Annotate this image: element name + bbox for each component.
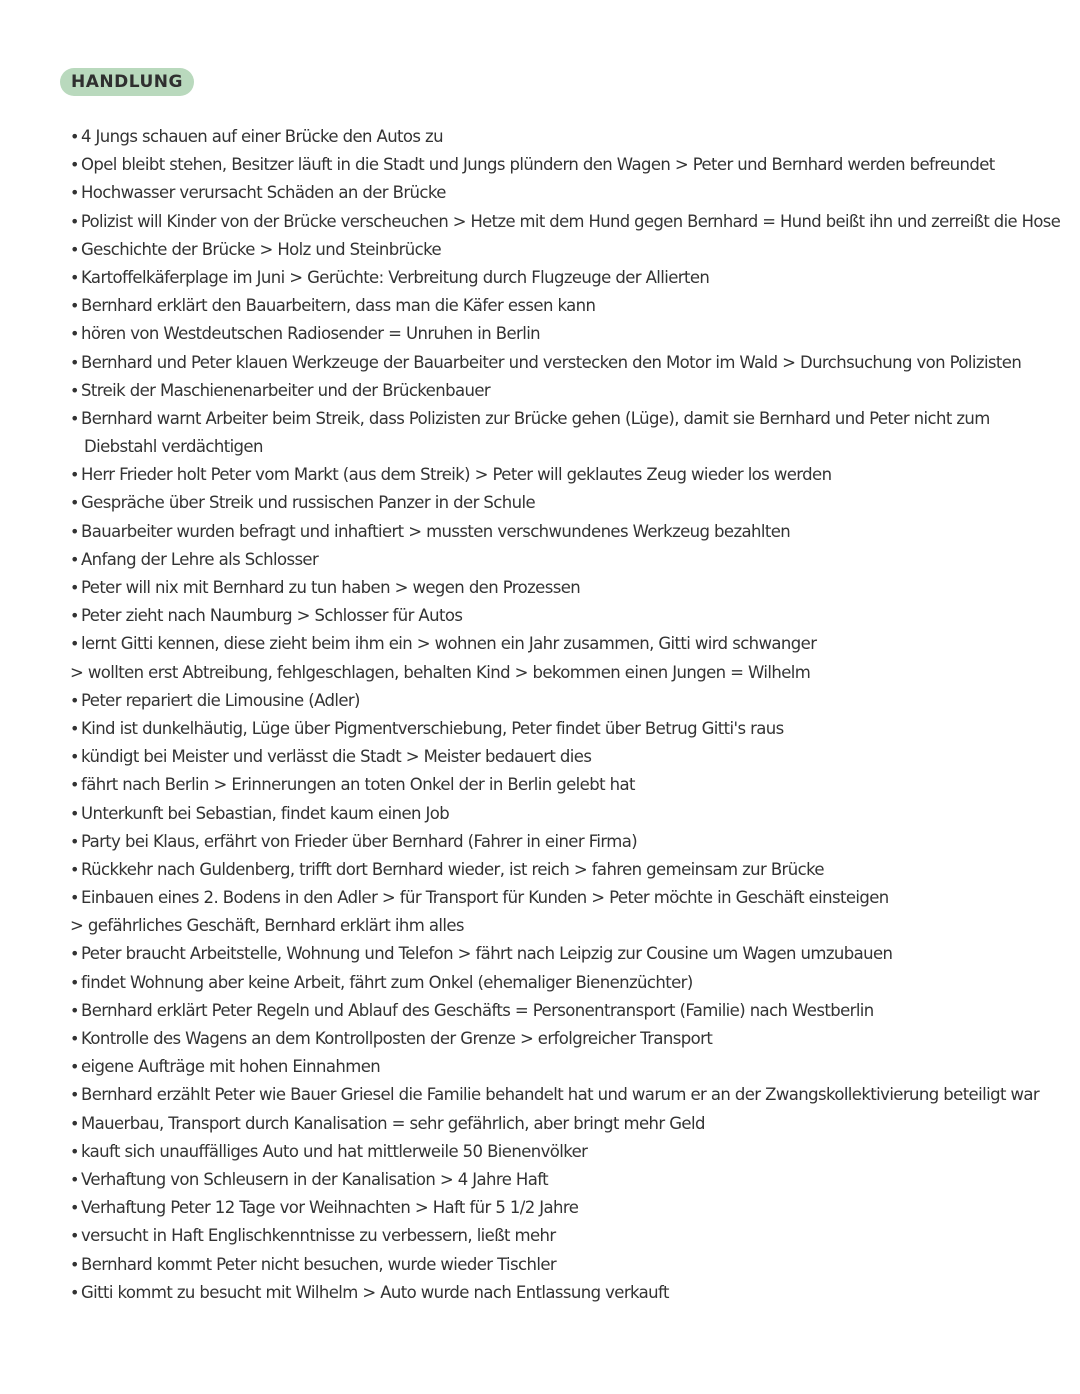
bullet-icon: • — [70, 1282, 79, 1302]
list-item-text: Kind ist dunkelhäutig, Lüge über Pigmentverschiebung, Peter findet über Betrug Gitti's raus — [81, 718, 784, 738]
bullet-icon: • — [70, 634, 79, 654]
list-item — [70, 856, 1030, 884]
bullet-icon: • — [70, 775, 79, 795]
list-item — [70, 1025, 1030, 1053]
bullet-icon: • — [70, 380, 79, 400]
list-item-text: Polizist will Kinder von der Brücke verscheuchen > Hetze mit dem Hund gegen Bernhard = Hund beißt ihn und zerreißt die Hose — [80, 211, 1061, 231]
bullet-icon: • — [70, 1141, 79, 1161]
bullet-icon: • — [70, 183, 79, 203]
list-item — [70, 518, 1030, 546]
list-item-text: Mauerbau, Transport durch Kanalisation = sehr gefährlich, aber bringt mehr Geld — [81, 1113, 705, 1133]
bullet-icon: • — [70, 1169, 79, 1189]
list-item — [70, 1081, 1040, 1109]
list-item — [70, 687, 1030, 715]
bullet-icon: • — [70, 296, 79, 316]
list-item-text: lernt Gitti kennen, diese zieht beim ihm ein > wohnen ein Jahr zusammen, Gitti wird schwanger — [81, 634, 817, 654]
list-item-text: Peter repariert die Limousine (Adler) — [81, 690, 360, 710]
bullet-icon: • — [70, 747, 79, 767]
list-item-text: Verhaftung Peter 12 Tage vor Weihnachten > Haft für 5 1/2 Jahre — [81, 1198, 579, 1218]
list-item-text: kauft sich unauffälliges Auto und hat mittlerweile 50 Bienenvölker — [81, 1141, 588, 1161]
bullet-icon: • — [70, 493, 79, 513]
list-item-text: Herr Frieder holt Peter vom Markt (aus dem Streik) > Peter will geklautes Zeug wieder los werden — [81, 465, 832, 485]
list-item-text: Kartoffelkäferplage im Juni > Gerüchte: Verbreitung durch Flugzeuge der Allierten — [81, 267, 710, 287]
list-item-text: Bauarbeiter wurden befragt und inhaftiert > mussten verschwundenes Werkzeug bezahlten — [81, 521, 791, 541]
list-item-text: Einbauen eines 2. Bodens in den Adler > für Transport für Kunden > Peter möchte in Geschäft einsteigen — [81, 888, 889, 908]
list-item — [70, 546, 1030, 574]
list-item-text: Anfang der Lehre als Schlosser — [81, 549, 319, 569]
bullet-icon: • — [70, 352, 79, 372]
bullet-icon: • — [70, 803, 79, 823]
bullet-icon: • — [70, 1198, 79, 1218]
bullet-icon: • — [70, 972, 79, 992]
list-item — [70, 151, 1030, 179]
list-item-continuation — [70, 659, 1030, 687]
list-item — [70, 320, 1030, 348]
list-item — [70, 208, 1061, 236]
list-item — [70, 236, 1030, 264]
list-item — [70, 1222, 1030, 1250]
list-item — [70, 179, 1030, 207]
list-item-text: Bernhard erzählt Peter wie Bauer Griesel die Familie behandelt hat und warum er an der Zwangskollektivierung beteiligt war — [81, 1085, 1040, 1105]
list-item — [70, 715, 1030, 743]
list-item — [70, 574, 1030, 602]
bullet-icon: • — [70, 690, 79, 710]
bullet-icon: • — [70, 1057, 79, 1077]
bullet-icon: • — [70, 1029, 79, 1048]
list-item — [70, 800, 1030, 828]
bullet-icon: • — [70, 578, 79, 597]
bullet-icon: • — [70, 1113, 79, 1133]
list-item-continuation — [70, 433, 1030, 461]
list-item — [70, 828, 1030, 856]
list-item — [70, 264, 1030, 292]
list-item-text: > gefährliches Geschäft, Bernhard erklärt ihm alles — [70, 916, 464, 936]
list-item-text: eigene Aufträge mit hohen Einnahmen — [81, 1057, 381, 1077]
bullet-icon: • — [70, 408, 79, 428]
list-item — [70, 1279, 1030, 1307]
list-item — [70, 1110, 1030, 1138]
bullet-icon: • — [70, 324, 79, 344]
list-item — [70, 349, 1030, 377]
list-item — [70, 771, 1030, 799]
list-item — [70, 743, 1030, 771]
bullet-icon: • — [70, 606, 79, 626]
list-item-text: Peter braucht Arbeitstelle, Wohnung und Telefon > fährt nach Leipzig zur Cousine um Wagen umzubauen — [81, 944, 893, 964]
list-item — [70, 884, 1030, 912]
list-item — [70, 377, 1030, 405]
list-item-text: Rückkehr nach Guldenberg, trifft dort Bernhard wieder, ist reich > fahren gemeinsam zur Brücke — [81, 859, 824, 879]
bullet-icon: • — [70, 521, 79, 541]
list-item-text: Geschichte der Brücke > Holz und Steinbrücke — [81, 239, 442, 259]
bullet-icon: • — [70, 944, 79, 964]
list-item-text: versucht in Haft Englischkenntnisse zu verbessern, ließt mehr — [81, 1226, 556, 1246]
bullet-icon: • — [70, 155, 79, 175]
list-item-text: Bernhard erklärt den Bauarbeitern, dass man die Käfer essen kann — [81, 296, 596, 316]
list-item-text: Diebstahl verdächtigen — [84, 437, 263, 457]
list-item — [70, 405, 1030, 433]
list-item-text: Gespräche über Streik und russischen Panzer in der Schule — [81, 493, 536, 513]
list-item-text: Unterkunft bei Sebastian, findet kaum einen Job — [81, 803, 450, 823]
bullet-icon: • — [70, 465, 79, 485]
bullet-icon: • — [70, 1000, 79, 1020]
list-item-text: Kontrolle des Wagens an dem Kontrollposten der Grenze > erfolgreicher Transport — [81, 1029, 713, 1048]
list-item-text: Streik der Maschienenarbeiter und der Brückenbauer — [81, 380, 491, 400]
list-item-text: Bernhard erklärt Peter Regeln und Ablauf des Geschäfts = Personentransport (Familie) nach Westberlin — [81, 1000, 874, 1020]
list-item — [70, 969, 1030, 997]
bullet-icon: • — [70, 859, 79, 879]
list-item — [70, 630, 1030, 658]
list-item-text: Peter will nix mit Bernhard zu tun haben > wegen den Prozessen — [81, 578, 581, 597]
list-item — [70, 1138, 1030, 1166]
section-heading: HANDLUNG — [60, 68, 194, 96]
list-item — [70, 123, 1030, 151]
bullet-icon: • — [70, 718, 79, 738]
bullet-icon: • — [70, 239, 79, 259]
bullet-icon: • — [70, 549, 79, 569]
list-item-text: Gitti kommt zu besucht mit Wilhelm > Auto wurde nach Entlassung verkauft — [81, 1282, 669, 1302]
list-item — [70, 602, 1030, 630]
bullet-icon: • — [70, 1085, 79, 1105]
notes-list — [70, 123, 1061, 1307]
list-item-text: Bernhard und Peter klauen Werkzeuge der Bauarbeiter und verstecken den Motor im Wald > Durchsuchung von Polizisten — [81, 352, 1022, 372]
list-item-text: findet Wohnung aber keine Arbeit, fährt zum Onkel (ehemaliger Bienenzüchter) — [81, 972, 693, 992]
list-item-text: > wollten erst Abtreibung, fehlgeschlagen, behalten Kind > bekommen einen Jungen = Wilhelm — [70, 662, 811, 682]
list-item-text: fährt nach Berlin > Erinnerungen an toten Onkel der in Berlin gelebt hat — [81, 775, 635, 795]
bullet-icon: • — [70, 1226, 79, 1246]
list-item — [70, 997, 1030, 1025]
list-item-text: Party bei Klaus, erfährt von Frieder über Bernhard (Fahrer in einer Firma) — [81, 831, 638, 851]
list-item-text: kündigt bei Meister und verlässt die Stadt > Meister bedauert dies — [81, 747, 592, 767]
list-item-text: Bernhard warnt Arbeiter beim Streik, dass Polizisten zur Brücke gehen (Lüge), damit sie Bernhard und Peter nicht zum — [81, 408, 990, 428]
list-item — [70, 940, 1030, 968]
list-item-text: 4 Jungs schauen auf einer Brücke den Autos zu — [81, 127, 443, 146]
list-item — [70, 461, 1030, 489]
list-item — [70, 1053, 1030, 1081]
list-item-text: Hochwasser verursacht Schäden an der Brücke — [81, 183, 446, 203]
list-item-text: Opel bleibt stehen, Besitzer läuft in die Stadt und Jungs plündern den Wagen > Peter und Bernhard werden befreundet — [81, 155, 995, 175]
list-item — [70, 489, 1030, 517]
list-item — [70, 1194, 1030, 1222]
bullet-icon: • — [70, 211, 79, 231]
list-item-text: Peter zieht nach Naumburg > Schlosser für Autos — [81, 606, 463, 626]
list-item — [70, 292, 1030, 320]
list-item-continuation — [70, 912, 1030, 940]
list-item — [70, 1251, 1030, 1279]
bullet-icon: • — [70, 267, 79, 287]
bullet-icon: • — [70, 831, 79, 851]
bullet-icon: • — [70, 888, 79, 908]
bullet-icon: • — [70, 1254, 79, 1274]
list-item — [70, 1166, 1030, 1194]
list-item-text: hören von Westdeutschen Radiosender = Unruhen in Berlin — [81, 324, 541, 344]
list-item-text: Bernhard kommt Peter nicht besuchen, wurde wieder Tischler — [81, 1254, 557, 1274]
list-item-text: Verhaftung von Schleusern in der Kanalisation > 4 Jahre Haft — [81, 1169, 548, 1189]
bullet-icon: • — [70, 127, 79, 146]
